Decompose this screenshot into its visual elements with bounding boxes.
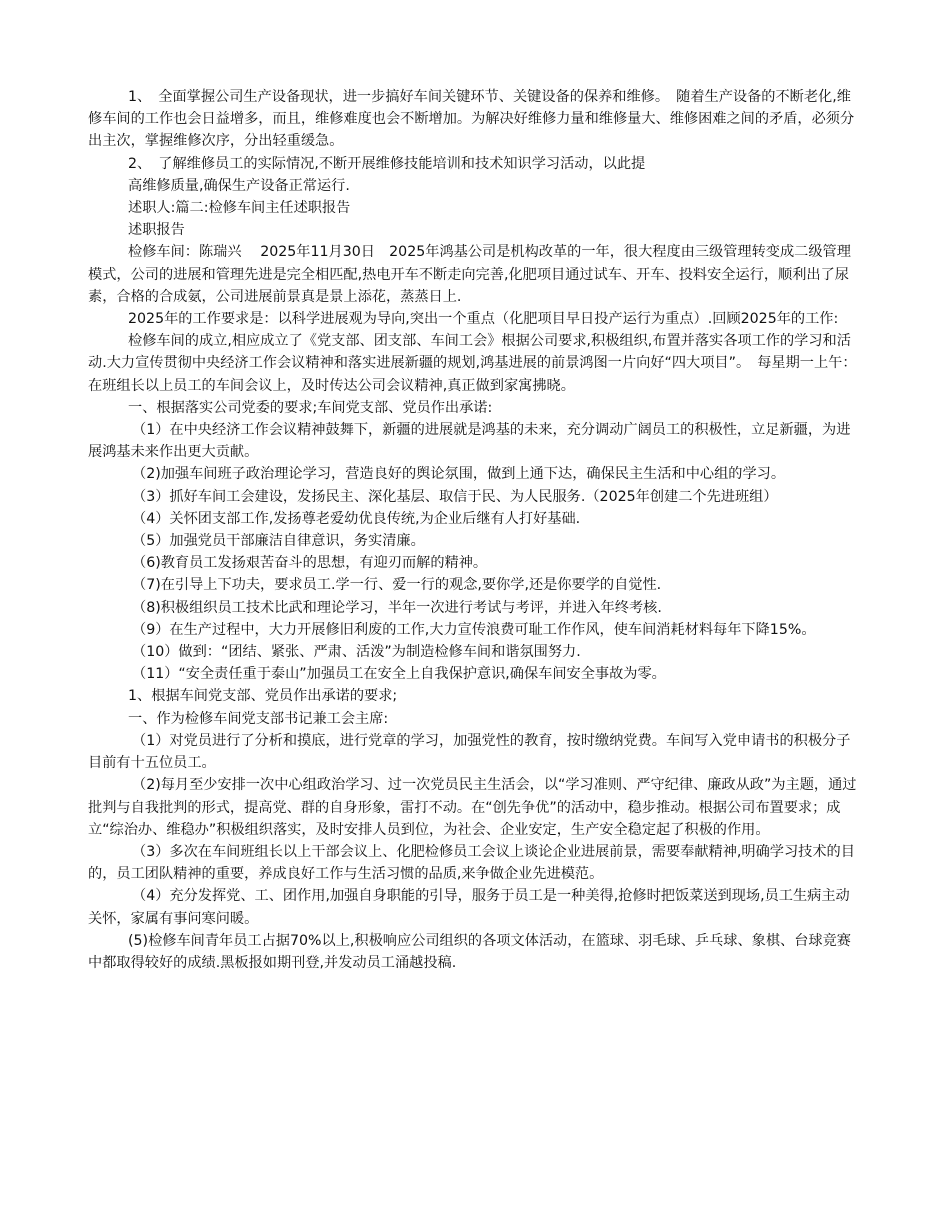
body-paragraph: （10）做到：“团结、紧张、严肃、活泼”为制造检修车间和谐氛围努力.: [132, 644, 581, 661]
body-paragraph: （6)教育员工发扬艰苦奋斗的思想，有迎刃而解的精神。: [132, 555, 488, 572]
body-paragraph: 2、 了解维修员工的实际情况,不断开展维修技能培训和技术知识学习活动，以此提: [128, 155, 646, 172]
body-paragraph: （2)加强车间班子政治理论学习，营造良好的舆论氛围，做到上通下达，确保民主生活和中心组的学习。: [132, 466, 786, 483]
body-paragraph: （8)积极组织员工技术比武和理论学习，半年一次进行考试与考评，并进入年终考核.: [132, 599, 662, 616]
body-paragraph: 2025年的工作要求是：以科学进展观为导向,突出一个重点（化肥项目早日投产运行为重点）.回顾2025年的工作:: [128, 311, 839, 328]
body-paragraph: （5）加强党员干部廉洁自律意识，务实清廉。: [132, 533, 425, 550]
body-paragraph: 检修车间的成立,相应成立了《党支部、团支部、车间工会》根据公司要求,积极组织,布置并落实各项工作的学习和活动.大力宣传贯彻中央经济工作会议精神和落实进展新疆的规划,鸿基进展的前景鸿图一片向好“四大项目”。 每星期一上午：在班组长以上员工的车间会议上，及时传达公司会议精神,真正做到家寓拂晓。: [88, 333, 857, 394]
body-paragraph: 高维修质量,确保生产设备正常运行.: [128, 177, 350, 194]
body-paragraph: 1、根据车间党支部、党员作出承诺的要求;: [128, 688, 398, 705]
body-paragraph: 1、 全面掌握公司生产设备现状，进一步搞好车间关键环节、关键设备的保养和维修。 随着生产设备的不断老化,维修车间的工作也会日益增多，而且，维修难度也会不断增加。为解决好维修力量和维修量大、维修困难之间的矛盾，必须分出主次，掌握维修次序，分出轻重缓急。: [88, 89, 855, 150]
body-paragraph: 一、作为检修车间党支部书记兼工会主席:: [128, 710, 389, 727]
body-paragraph: （4）充分发挥党、工、团作用,加强自身职能的引导，服务于员工是一种美得,抢修时把饭菜送到现场,员工生病主动关怀，家属有事问寒问暖。: [88, 888, 850, 927]
body-paragraph: 述职人:篇二:检修车间主任述职报告: [128, 200, 351, 217]
body-paragraph: （1）对党员进行了分析和摸底，进行党章的学习，加强党性的教育，按时缴纳党费。车间写入党申请书的积极分子目前有十五位员工。: [88, 732, 851, 772]
body-paragraph: （1）在中央经济工作会议精神鼓舞下，新疆的进展就是鸿基的未来，充分调动广阔员工的积极性，立足新疆，为进展鸿基未来作出更大贡献。: [88, 422, 851, 461]
body-paragraph: （3）抓好车间工会建设，发扬民主、深化基层、取信于民、为人民服务.（2025年创建二个先进班组）: [132, 488, 778, 505]
body-paragraph: 述职报告: [128, 222, 185, 239]
body-paragraph: 检修车间：陈瑞兴 2025年11月30日 2025年鸿基公司是机构改革的一年，很大程度由三级管理转变成二级管理模式，公司的进展和管理先进是完全相匹配,热电开车不断走向完善,化肥项目通过试车、开车、投料安全运行，顺利出了尿素，合格的合成氨，公司进展前景真是景上添花，蒸蒸日上.: [88, 244, 851, 305]
body-paragraph: （3）多次在车间班组长以上干部会议上、化肥检修员工会议上谈论企业进展前景，需要奉献精神,明确学习技术的目的，员工团队精神的重要，养成良好工作与生活习惯的品质,来争做企业先进模范。: [88, 843, 855, 883]
body-paragraph: （7)在引导上下功夫，要求员工.学一行、爱一行的观念,要你学,还是你要学的自觉性.: [132, 577, 662, 594]
body-paragraph: (5)检修车间青年员工占据70%以上,积极响应公司组织的各项文体活动，在篮球、羽毛球、乒乓球、象棋、台球竞赛中都取得较好的成绩.黑板报如期刊登,并发动员工涌越投稿.: [88, 932, 851, 971]
body-paragraph: （9）在生产过程中，大力开展修旧利废的工作,大力宣传浪费可耻工作作风，使车间消耗材料每年下降15%。: [132, 621, 816, 638]
body-paragraph: （11）“安全责任重于泰山”加强员工在安全上自我保护意识,确保车间安全事故为零。: [132, 666, 666, 683]
body-paragraph: 一、根据落实公司党委的要求;车间党支部、党员作出承诺:: [128, 399, 493, 416]
body-paragraph: （2)每月至少安排一次中心组政治学习、过一次党员民主生活会，以“学习准则、严守纪律、廉政从政”为主题，通过批判与自我批判的形式，提高党、群的自身形象，雷打不动。在“创先争优”的活动中，稳步推动。根据公司布置要求；成立“综治办、维稳办”积极组织落实，及时安排人员到位，为社会、企业安定，生产安全稳定起了积极的作用。: [88, 777, 857, 838]
body-paragraph: （4）关怀团支部工作,发扬尊老爱幼优良传统,为企业后继有人打好基础.: [132, 510, 581, 527]
